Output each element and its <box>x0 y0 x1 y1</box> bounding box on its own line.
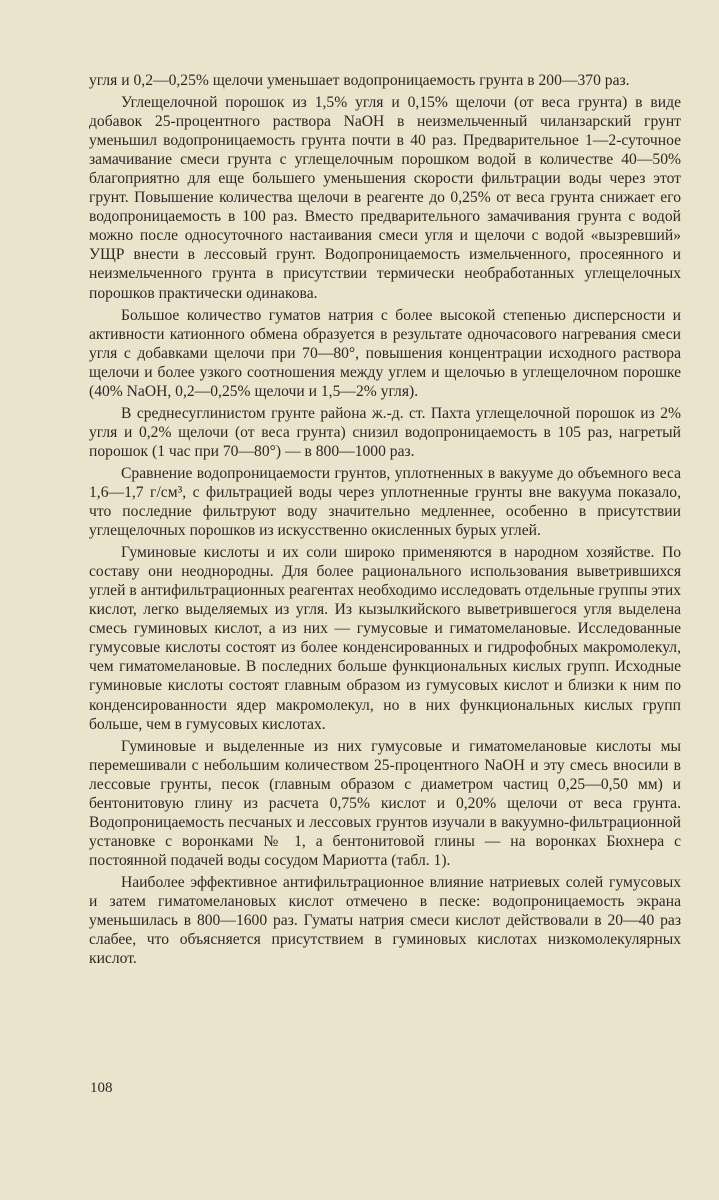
paragraph: Большое количество гуматов натрия с более высокой степенью дисперсности и активности катионного обмена образуется в результате одночасового нагревания смеси угля с добавками щелочи при 70—80°, повышения концентрации исходного раствора щелочи и более узкого соотношения между углем и щелочью в углещелочном порошке (40% NaOH, 0,2—0,25% щелочи и 1,5—2% угля). <box>89 306 681 400</box>
page-number: 108 <box>90 1080 113 1096</box>
paragraph: Наиболее эффективное антифильтрационное влияние натриевых солей гумусовых и затем гиматомелановых кислот отмечено в песке: водопроницаемость экрана уменьшилась в 800—1600 раз. Гуматы натрия смеси кислот действовали в 20—40 раз слабее, что объясняется присутствием в гуминовых кислотах низкомолекулярных кислот. <box>89 873 681 968</box>
paragraph-continuation: угля и 0,2—0,25% щелочи уменьшает водопроницаемость грунта в 200—370 раз. <box>89 72 630 89</box>
paragraph: В среднесуглинистом грунте района ж.-д. ст. Пахта углещелочной порошок из 2% угля и 0,2% щелочи (от веса грунта) снизил водопроницаемость в 105 раз, нагретый порошок (1 час при 70—80°) — в 800—1000 раз. <box>89 404 681 460</box>
paragraph: Сравнение водопроницаемости грунтов, уплотненных в вакууме до объемного веса 1,6—1,7 г/см³, с фильтрацией воды через уплотненные грунты вне вакуума показало, что последние фильтруют воду значительно медленнее, особенно в присутствии углещелочных порошков из искусственно окисленных бурых углей. <box>89 464 681 540</box>
body-text <box>89 71 681 968</box>
paragraph: Углещелочной порошок из 1,5% угля и 0,15% щелочи (от веса грунта) в виде добавок 25-процентного раствора NaOH в неизмельченный чиланзарский грунт уменьшил водопроницаемость грунта почти в 40 раз. Предварительное 1—2-суточное замачивание смеси грунта с углещелочным порошком водой в количестве 40—50% благоприятно для еще большего уменьшения скорости фильтрации воды через этот грунт. Повышение количества щелочи в реагенте до 0,25% от веса грунта снижает его водопроницаемость в 100 раз. Вместо предварительного замачивания грунта с водой можно после односуточного настаивания смеси угля и щелочи с водой «вызревший» УЩР внести в лессовый грунт. Водопроницаемость измельченного, просеянного и неизмельченного грунта в присутствии термически необработанных углещелочных порошков практически одинакова. <box>89 94 681 302</box>
paragraph: Гуминовые кислоты и их соли широко применяются в народном хозяйстве. По составу они неоднородны. Для более рационального использования выветрившихся углей в антифильтрационных реагентах необходимо исследовать отдельные группы этих кислот, легко выделяемых из угля. Из кызылкийского выветрившегося угля выделена смесь гуминовых кислот, а из них — гумусовые и гиматомелановые. Исследованные гумусовые кислоты состоят из более конденсированных и гидрофобных макромолекул, чем гиматомелановые. В последних больше функциональных кислых групп. Исходные гуминовые кислоты состоят главным образом из гумусовых кислот и близки к ним по конденсированности ядер макромолекул, но в них функциональных кислых групп больше, чем в гумусовых кислотах. <box>89 544 681 733</box>
paragraph: Гуминовые и выделенные из них гумусовые и гиматомелановые кислоты мы перемешивали с небольшим количеством 25-процентного NaOH и эту смесь вносили в лессовые грунты, песок (главным образом с диаметром частиц 0,25—0,50 мм) и бентонитовую глину из расчета 0,75% кислот и 0,20% щелочи от веса грунта. Водопроницаемость песчаных и лессовых грунтов изучали в вакуумно-фильтрационной установке с воронками № 1, а бентонитовой глины — на воронках Бюхнера с постоянной подачей воды сосудом Мариотта (табл. 1). <box>89 737 681 869</box>
